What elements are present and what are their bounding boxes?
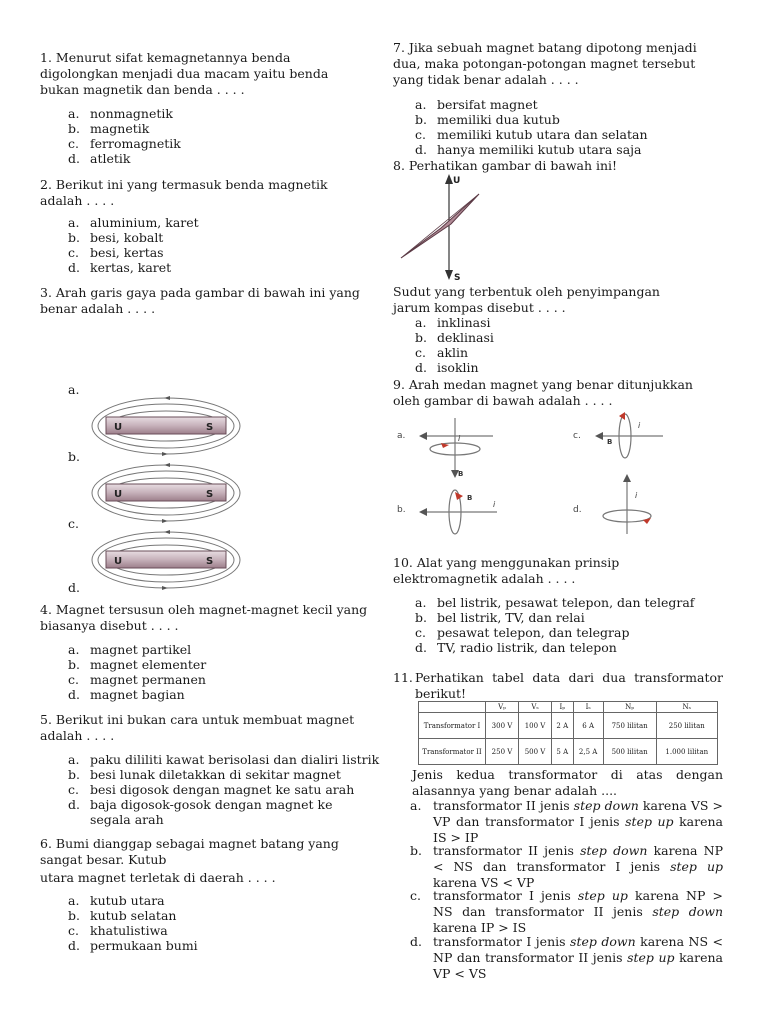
table-row xyxy=(419,713,718,739)
question-6-text: 6. Bumi dianggap sebagai magnet batang yang sangat besar. Kutub xyxy=(40,836,339,867)
table-cell: 5 A xyxy=(552,739,574,765)
table-header: Iₚ xyxy=(552,702,574,713)
compass-needle-diagram xyxy=(393,172,493,284)
option-text: transformator I jenis step up karena NP > NS dan transformator II jenis step down karena IP > IS xyxy=(433,888,724,935)
table-cell: 250 lilitan xyxy=(656,713,717,739)
option-letter: b. xyxy=(68,449,80,464)
table-cell: 500 V xyxy=(519,739,552,765)
diagram-d xyxy=(603,480,651,534)
option-letter: c. xyxy=(68,516,79,531)
table-cell: 300 V xyxy=(486,713,519,739)
question-5-text: 5. Berikut ini bukan cara untuk membuat magnet adalah . . . . xyxy=(40,712,355,743)
option-text: transformator I jenis step down karena NS < NP dan transformator II jenis step up karena VP < VS xyxy=(433,934,723,981)
question-9-text: 9. Arah medan magnet yang benar ditunjukkan oleh gambar di bawah adalah . . . . xyxy=(393,377,693,408)
bar-magnet-field-diagram xyxy=(86,388,246,598)
option-letter: a. xyxy=(397,431,406,441)
label-u: U xyxy=(453,176,461,186)
table-cell: 250 V xyxy=(486,739,519,765)
table-cell: 100 V xyxy=(519,713,552,739)
magnet-pole-u: U xyxy=(114,556,123,567)
label-s: S xyxy=(454,273,461,283)
diagram-c xyxy=(599,414,663,458)
table-cell: Transformator II xyxy=(419,739,486,765)
option-letter: d. xyxy=(68,580,80,595)
magnet-pole-u: U xyxy=(114,489,123,500)
table-cell: 2,5 A xyxy=(573,739,603,765)
table-header: Vₛ xyxy=(519,702,552,713)
table-header: Iₛ xyxy=(573,702,603,713)
sym-i: i xyxy=(635,491,638,500)
question-2-text: 2. Berikut ini yang termasuk benda magnetik adalah . . . . xyxy=(40,177,328,208)
sym-b: B xyxy=(607,438,613,446)
sym-i: i xyxy=(493,500,496,509)
question-3-text: 3. Arah garis gaya pada gambar di bawah ini yang benar adalah . . . . xyxy=(40,285,360,316)
table-cell: 750 lilitan xyxy=(603,713,656,739)
magnet-pole-s: S xyxy=(206,489,214,500)
diagram-a xyxy=(423,418,493,472)
option-letter: b. xyxy=(410,843,422,858)
question-8-text: 8. Perhatikan gambar di bawah ini! xyxy=(393,158,618,173)
table-cell: 2 A xyxy=(552,713,574,739)
table-cell: 500 lilitan xyxy=(603,739,656,765)
option-letter: c. xyxy=(573,431,581,441)
question-10-text: 10. Alat yang menggunakan prinsip elektromagnetik adalah . . . . xyxy=(393,555,620,586)
question-6-text-cont: utara magnet terletak di daerah . . . . xyxy=(40,870,276,885)
transformer-table xyxy=(418,701,718,765)
question-11-text-2: Jenis kedua transformator di atas dengan alasannya yang benar adalah .... xyxy=(412,767,723,798)
question-11-text: Perhatikan tabel data dari dua transformator berikut! xyxy=(415,670,723,701)
sym-b: B xyxy=(467,494,473,502)
question-7-text: 7. Jika sebuah magnet batang dipotong menjadi dua, maka potongan-potongan magnet tersebut yang tidak benar adalah . . . . xyxy=(393,40,697,87)
table-row xyxy=(419,739,718,765)
question-1-text: 1. Menurut sifat kemagnetannya benda digolongkan menjadi dua macam yaitu benda bukan magnetik dan benda . . . . xyxy=(40,50,329,97)
option-letter: a. xyxy=(68,382,80,397)
sym-i: i xyxy=(458,434,461,443)
table-cell: Transformator I xyxy=(419,713,486,739)
option-text: transformator II jenis step down karena NP < NS dan transformator I jenis step up karena VS < VP xyxy=(433,843,724,890)
option-letter: a. xyxy=(410,798,422,813)
option-text: transformator II jenis step down karena VS > VP dan transformator I jenis step up karena IS > IP xyxy=(433,798,724,845)
magnetic-field-direction-diagram xyxy=(393,408,683,538)
question-11-number: 11. xyxy=(393,670,413,685)
table-header-row xyxy=(419,702,718,713)
magnet-pole-u: U xyxy=(114,422,123,433)
magnet-pole-s: S xyxy=(206,422,214,433)
sym-b: B xyxy=(458,470,464,478)
table-cell: 6 A xyxy=(573,713,603,739)
table-cell: 1.000 lilitan xyxy=(656,739,717,765)
table-header: Nₚ xyxy=(603,702,656,713)
table-header: Vₚ xyxy=(486,702,519,713)
option-letter: d. xyxy=(410,934,422,949)
sym-i: i xyxy=(638,421,641,430)
option-letter: b. xyxy=(397,505,406,515)
magnet-pole-s: S xyxy=(206,556,214,567)
question-8-text-2: Sudut yang terbentuk oleh penyimpangan jarum kompas disebut . . . . xyxy=(393,284,660,315)
table-header: Nₛ xyxy=(656,702,717,713)
table-header xyxy=(419,702,486,713)
option-letter: d. xyxy=(573,505,582,515)
question-4-text: 4. Magnet tersusun oleh magnet-magnet kecil yang biasanya disebut . . . . xyxy=(40,602,368,633)
option-letter: c. xyxy=(410,888,421,903)
